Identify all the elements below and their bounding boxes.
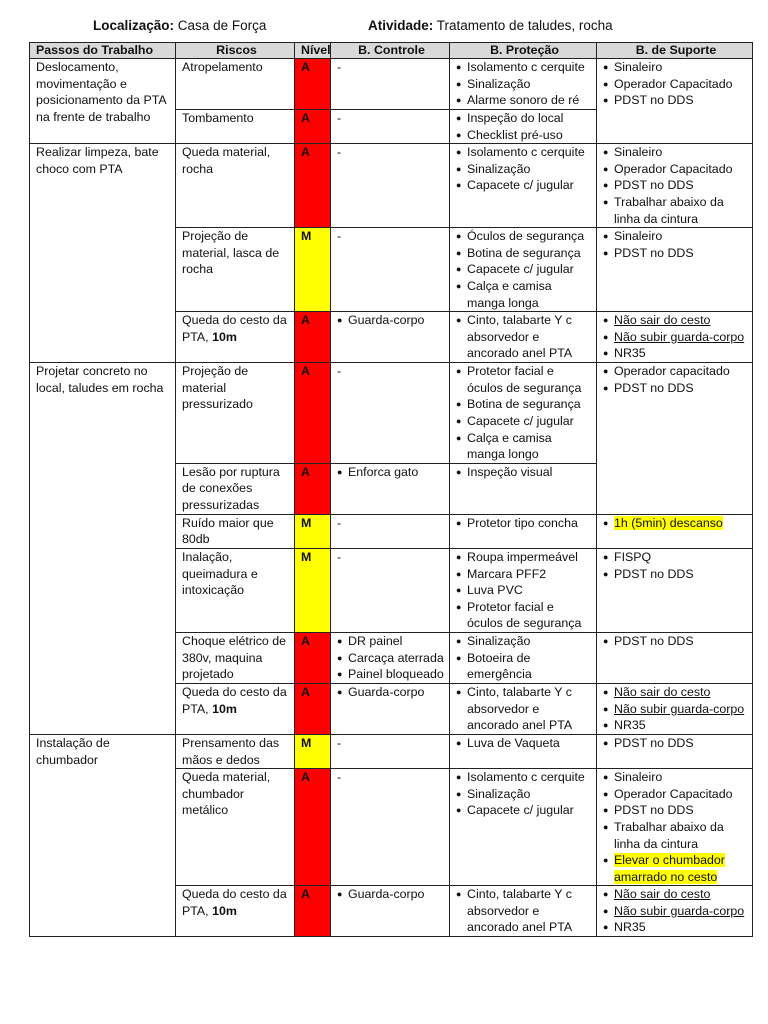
level-cell: A xyxy=(295,144,331,228)
list-item: ● PDST no DDS xyxy=(603,245,749,262)
list-item: ● Inspeção visual xyxy=(456,464,593,481)
table-row xyxy=(30,144,753,228)
control-cell xyxy=(331,463,450,514)
list-item: ● Operador Capacitado xyxy=(603,161,749,178)
list-item: ● Sinaleiro xyxy=(603,769,749,786)
list-item: ● NR35 xyxy=(603,345,749,362)
document-header xyxy=(0,18,768,38)
protection-cell xyxy=(450,632,597,683)
list-item: ● Não subir guarda-corpo xyxy=(603,701,749,718)
risk-cell: Inalação, queimadura e intoxicação xyxy=(176,548,295,632)
control-cell: - xyxy=(331,734,450,768)
location-label: Localização: xyxy=(93,18,175,33)
list-item: ● PDST no DDS xyxy=(603,92,749,109)
risk-cell: Lesão por ruptura de conexões pressurizadas xyxy=(176,463,295,514)
risk-cell xyxy=(176,683,295,734)
support-cell xyxy=(597,769,753,886)
activity-value: Tratamento de taludes, rocha xyxy=(436,18,613,33)
support-cell xyxy=(597,514,753,548)
list-item: ● FISPQ xyxy=(603,549,749,566)
support-cell xyxy=(597,734,753,768)
list-item: ● NR35 xyxy=(603,717,749,734)
support-cell xyxy=(597,632,753,683)
col-header-suporte: B. de Suporte xyxy=(597,43,753,59)
list-item: ● Capacete c/ jugular xyxy=(456,413,593,430)
activity-field xyxy=(368,18,613,33)
list-item: ● Não sair do cesto xyxy=(603,684,749,701)
support-cell xyxy=(597,548,753,632)
support-cell xyxy=(597,144,753,228)
risk-cell: Queda material, chumbador metálico xyxy=(176,769,295,886)
list-item: ● NR35 xyxy=(603,919,749,936)
level-cell: A xyxy=(295,463,331,514)
protection-cell xyxy=(450,463,597,514)
protection-cell xyxy=(450,228,597,312)
list-item: ● Capacete c/ jugular xyxy=(456,802,593,819)
list-item: ● Não sair do cesto xyxy=(603,886,749,903)
list-item: ● Sinalização xyxy=(456,76,593,93)
control-cell: - xyxy=(331,363,450,464)
level-cell: A xyxy=(295,769,331,886)
list-item: ● Protetor facial e óculos de segurança xyxy=(456,363,593,396)
control-cell xyxy=(331,683,450,734)
list-item: ● Não subir guarda-corpo xyxy=(603,903,749,920)
location-field xyxy=(93,18,266,33)
support-cell xyxy=(597,312,753,363)
risk-height: 10m xyxy=(212,329,237,344)
control-cell xyxy=(331,632,450,683)
list-item: ● PDST no DDS xyxy=(603,735,749,752)
risk-cell: Queda material, rocha xyxy=(176,144,295,228)
control-cell xyxy=(331,886,450,937)
table-header-row xyxy=(30,43,753,59)
list-item: ● Sinalização xyxy=(456,633,593,650)
control-cell: - xyxy=(331,59,450,110)
step-cell: Deslocamento, movimentação e posicionamento da PTA na frente de trabalho xyxy=(30,59,176,144)
risk-text: Queda do cesto da PTA, xyxy=(182,684,287,716)
list-item: ● Capacete c/ jugular xyxy=(456,177,593,194)
list-item: ● Não sair do cesto xyxy=(603,312,749,329)
list-item: ● Cinto, talabarte Y c absorvedor e ancorado anel PTA xyxy=(456,684,593,734)
support-cell xyxy=(597,363,753,515)
risk-height: 10m xyxy=(212,701,237,716)
risk-cell xyxy=(176,312,295,363)
risk-cell: Tombamento xyxy=(176,110,295,144)
support-cell xyxy=(597,228,753,312)
control-cell: - xyxy=(331,514,450,548)
list-item: ● Trabalhar abaixo da linha da cintura xyxy=(603,194,749,227)
level-cell: M xyxy=(295,734,331,768)
list-item: ● Calça e camisa manga longa xyxy=(456,278,593,311)
step-cell: Realizar limpeza, bate choco com PTA xyxy=(30,144,176,363)
risk-cell xyxy=(176,886,295,937)
control-cell: - xyxy=(331,144,450,228)
list-item: ● PDST no DDS xyxy=(603,566,749,583)
risk-text: Queda do cesto da PTA, xyxy=(182,313,287,344)
risk-cell: Atropelamento xyxy=(176,59,295,110)
table-row xyxy=(30,59,753,110)
list-item: ● Sinalização xyxy=(456,786,593,803)
list-item: ● Marcara PFF2 xyxy=(456,566,593,583)
level-cell: A xyxy=(295,59,331,110)
list-item: ● Carcaça aterrada xyxy=(337,650,446,667)
list-item: ● Painel bloqueado xyxy=(337,666,446,683)
col-header-riscos: Riscos xyxy=(176,43,295,59)
protection-cell xyxy=(450,110,597,144)
risk-text: Queda do cesto da PTA, xyxy=(182,887,287,918)
level-cell: M xyxy=(295,514,331,548)
protection-cell xyxy=(450,59,597,110)
col-header-nivel: Nível xyxy=(295,43,331,59)
step-cell: Instalação de chumbador xyxy=(30,734,176,936)
list-item xyxy=(603,852,749,885)
list-item: ● Protetor tipo concha xyxy=(456,515,593,532)
control-cell: - xyxy=(331,548,450,632)
control-cell xyxy=(331,312,450,363)
list-item: ● Isolamento c cerquite xyxy=(456,769,593,786)
list-item: ● Botoeira de emergência xyxy=(456,650,593,683)
support-cell xyxy=(597,886,753,937)
protection-cell xyxy=(450,769,597,886)
protection-cell xyxy=(450,734,597,768)
list-item: ● Inspeção do local xyxy=(456,110,593,127)
risk-analysis-table xyxy=(29,42,753,937)
risk-cell: Projeção de material, lasca de rocha xyxy=(176,228,295,312)
table-row xyxy=(30,734,753,768)
list-item: ● Botina de segurança xyxy=(456,245,593,262)
list-item: ● Isolamento c cerquite xyxy=(456,59,593,76)
list-item: ● Calça e camisa manga longo xyxy=(456,430,593,463)
list-item: ● PDST no DDS xyxy=(603,802,749,819)
level-cell: M xyxy=(295,548,331,632)
list-item: ● Enforca gato xyxy=(337,464,446,481)
risk-cell: Choque elétrico de 380v, maquina projetado xyxy=(176,632,295,683)
list-item xyxy=(603,515,749,532)
list-item: ● PDST no DDS xyxy=(603,633,749,650)
col-header-protecao: B. Proteção xyxy=(450,43,597,59)
list-item: ● Guarda-corpo xyxy=(337,886,446,903)
risk-cell: Ruído maior que 80db xyxy=(176,514,295,548)
list-item: ● Sinaleiro xyxy=(603,228,749,245)
list-item: ● DR painel xyxy=(337,633,446,650)
level-cell: A xyxy=(295,683,331,734)
list-item: ● Operador Capacitado xyxy=(603,786,749,803)
col-header-passos: Passos do Trabalho xyxy=(30,43,176,59)
list-item: ● Capacete c/ jugular xyxy=(456,261,593,278)
list-item: ● Não subir guarda-corpo xyxy=(603,329,749,346)
control-cell: - xyxy=(331,228,450,312)
control-cell: - xyxy=(331,110,450,144)
list-item: ● Guarda-corpo xyxy=(337,312,446,329)
protection-cell xyxy=(450,363,597,464)
level-cell: A xyxy=(295,312,331,363)
list-item: ● Alarme sonoro de ré xyxy=(456,92,593,109)
risk-cell: Projeção de material pressurizado xyxy=(176,363,295,464)
list-item: ● Botina de segurança xyxy=(456,396,593,413)
highlighted-text: 1h (5min) descanso xyxy=(614,515,723,530)
list-item: ● Trabalhar abaixo da linha da cintura xyxy=(603,819,749,852)
list-item: ● Sinalização xyxy=(456,161,593,178)
list-item: ● Sinaleiro xyxy=(603,59,749,76)
protection-cell xyxy=(450,144,597,228)
level-cell: A xyxy=(295,363,331,464)
list-item: ● Óculos de segurança xyxy=(456,228,593,245)
level-cell: M xyxy=(295,228,331,312)
list-item: ● PDST no DDS xyxy=(603,380,749,397)
list-item: ● Cinto, talabarte Y c absorvedor e ancorado anel PTA xyxy=(456,886,593,936)
list-item: ● Luva de Vaqueta xyxy=(456,735,593,752)
protection-cell xyxy=(450,514,597,548)
col-header-controle: B. Controle xyxy=(331,43,450,59)
level-cell: A xyxy=(295,110,331,144)
list-item: ● Isolamento c cerquite xyxy=(456,144,593,161)
list-item: ● Operador capacitado xyxy=(603,363,749,380)
list-item: ● Luva PVC xyxy=(456,582,593,599)
table-row xyxy=(30,363,753,464)
list-item: ● Cinto, talabarte Y c absorvedor e ancorado anel PTA xyxy=(456,312,593,362)
risk-height: 10m xyxy=(212,903,237,918)
level-cell: A xyxy=(295,632,331,683)
step-cell: Projetar concreto no local, taludes em rocha xyxy=(30,363,176,735)
list-item: ● Checklist pré-uso xyxy=(456,127,593,144)
list-item: ● Sinaleiro xyxy=(603,144,749,161)
level-cell: A xyxy=(295,886,331,937)
highlighted-text: Elevar o chumbador amarrado no cesto xyxy=(614,853,725,884)
protection-cell xyxy=(450,683,597,734)
risk-cell: Prensamento das mãos e dedos xyxy=(176,734,295,768)
protection-cell xyxy=(450,886,597,937)
list-item: ● Protetor facial e óculos de segurança xyxy=(456,599,593,632)
list-item: ● Guarda-corpo xyxy=(337,684,446,701)
list-item: ● PDST no DDS xyxy=(603,177,749,194)
list-item: ● Roupa impermeável xyxy=(456,549,593,566)
support-cell xyxy=(597,683,753,734)
protection-cell xyxy=(450,312,597,363)
support-cell xyxy=(597,59,753,144)
list-item: ● Operador Capacitado xyxy=(603,76,749,93)
location-value: Casa de Força xyxy=(177,18,267,33)
activity-label: Atividade: xyxy=(368,18,434,33)
control-cell: - xyxy=(331,769,450,886)
protection-cell xyxy=(450,548,597,632)
